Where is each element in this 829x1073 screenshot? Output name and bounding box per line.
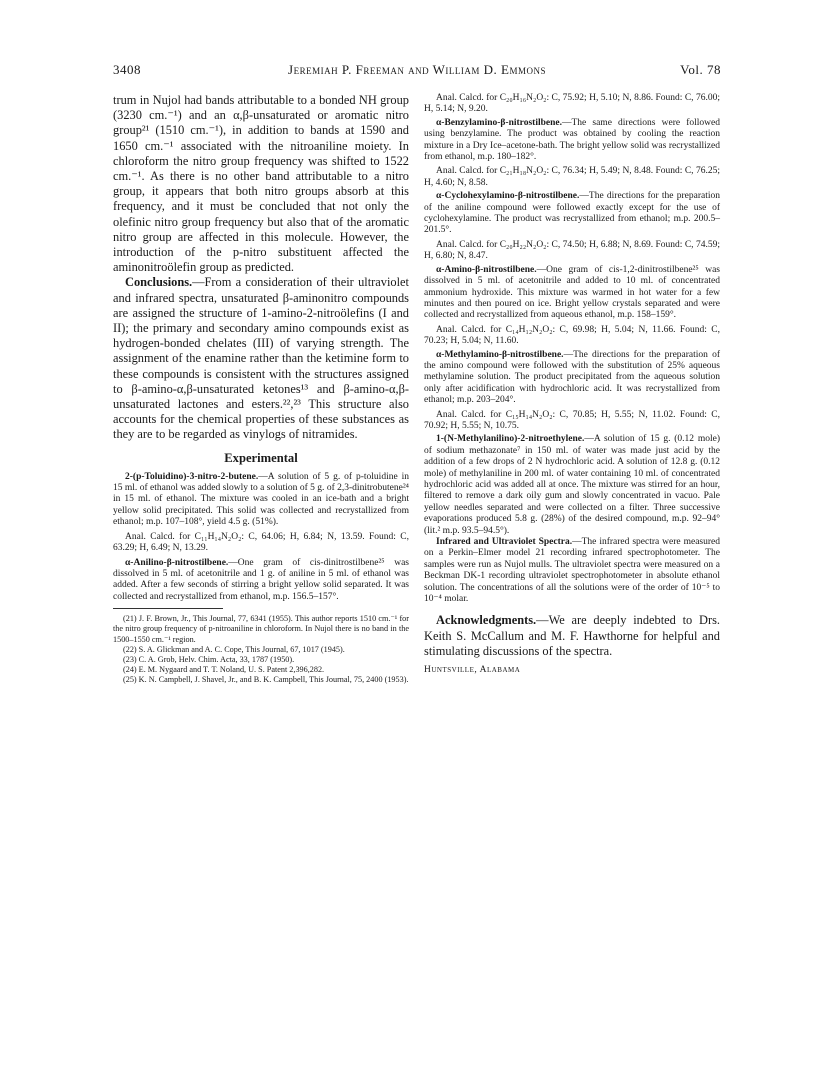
procedure-heading: α-Benzylamino-β-nitrostilbene. — [436, 117, 562, 128]
page-header — [113, 62, 721, 82]
footnote: (21) J. F. Brown, Jr., This Journal, 77, 6341 (1955). This author reports 1510 cm.⁻¹ for the nitro group frequency of p-nitroaniline in chloroform. In Nujol there is no band in the 1500–1550 cm.⁻¹ region. — [113, 614, 409, 644]
procedure-paragraph — [424, 350, 720, 407]
procedure-heading: α-Anilino-β-nitrostilbene. — [125, 557, 229, 568]
analysis-line: Anal. Calcd. for C₂₀H₁₆N₂O₂: C, 75.92; H, 5.10; N, 8.86. Found: C, 76.00; H, 5.14; N, 9.20. — [424, 93, 720, 115]
procedure-heading: 2-(p-Toluidino)-3-nitro-2-butene. — [125, 471, 259, 482]
footnote: (24) E. M. Nygaard and T. T. Noland, U. S. Patent 2,396,282. — [123, 665, 325, 675]
procedure-paragraph — [424, 265, 720, 322]
experimental-heading: Experimental — [224, 450, 298, 465]
procedure-text: —A solution of 5 g. of p-toluidine in 15 ml. of ethanol was added slowly to a solution of 5 g. of 2,3-dinitrobutene²⁴ in 15 ml. of ethanol. The mixture was cooled in an ice-bath and a bright yellow solid precipitated. This solid was collected and recrystallized from ethanol; m.p. 107–108°, yield 4.5 g. (51%). — [113, 471, 409, 528]
conclusions-text: —From a consideration of their ultraviolet and infrared spectra, unsaturated β-aminonitro compounds are assigned the structure of 1-amino-2-nitroölefins (I and II); the primary and secondary amino compounds exist as hydrogen-bonded chelates (III) of varying strength. The assignment of the enamine rather than the ketimine form to these compounds is consistent with the structures assigned to β-amino-α,β-unsaturated ketones¹³ and β-amino-α,β-unsaturated lactones and esters.²²,²³ This structure also accounts for the chemical properties of these substances as they are to be regarded as vinylogs of nitramides. — [113, 275, 409, 442]
analysis-line: Anal. Calcd. for C₁₅H₁₄N₂O₂: C, 70.85; H, 5.55; N, 11.02. Found: C, 70.92; H, 5.55; N, 10.75. — [424, 409, 720, 431]
footnote: (22) S. A. Glickman and A. C. Cope, This Journal, 67, 1017 (1945). — [123, 644, 345, 654]
analysis-line: Anal. Calcd. for C₁₁H₁₄N₂O₂: C, 64.06; H, 6.84; N, 13.59. Found: C, 63.29; H, 6.49; N, 13.29. — [113, 531, 409, 554]
volume-label: Vol. 78 — [680, 62, 721, 77]
body-paragraph: trum in Nujol had bands attributable to a bonded NH group (3230 cm.⁻¹) and an α,β-unsaturated or aromatic nitro group²¹ (1510 cm.⁻¹), in addition to bands at 1590 and 1650 cm.⁻¹ associated with the nitroaniline moiety. In chloroform the nitro group frequency was shifted to 1522 cm.⁻¹. As there is no other band attributable to a nitro group, it appears that both nitro groups absorb at this frequency, and it must be concluded that not only the olefinic nitro group frequency but also that of the aromatic nitro group are affected in this molecule. However, the introduction of the p-nitro substituent affected the aminonitroölefin group as predicted. — [113, 93, 409, 275]
procedure-text: —One gram of cis-dinitrostilbene²⁵ was dissolved in 5 ml. of acetonitrile and 1 g. of aniline in 5 ml. of ethanol was added. After a few seconds of stirring a bright yellow solid separated. It was collected and recrystallized from ethanol, m.p. 156.5–157°. — [113, 557, 409, 602]
procedure-heading: α-Amino-β-nitrostilbene. — [436, 264, 537, 275]
analysis-line: Anal. Calcd. for C₂₁H₁₈N₂O₂: C, 76.34; H, 5.49; N, 8.48. Found: C, 76.25; H, 4.60; N, 8.58. — [424, 166, 720, 188]
spectra-text: —The infrared spectra were measured on a Perkin–Elmer model 21 recording infrared spectrophotometer. The samples were run as Nujol mulls. The ultraviolet spectra were measured on a Beckman DK-1 recording ultraviolet spectrophotometer in absolute ethanol solution. The concentrations of all the solutions were of the order of 10⁻⁵ to 10⁻⁴ molar. — [424, 537, 720, 605]
procedure-text: —One gram of cis-1,2-dinitrostilbene²⁵ was dissolved in 5 ml. of acetonitrile and added to 10 ml. of concentrated ammonium hydroxide. This mixture was warmed in hot water for a few minutes and then poured on ice. Bright yellow crystals separated and were collected and recrystallized from aqueous ethanol, m.p. 158–159°. — [424, 264, 720, 321]
acknowledgments-text: —We are deeply indebted to Drs. Keith S. McCallum and M. F. Hawthorne for helpful and stimulating discussions of the spectra. — [424, 613, 720, 658]
procedure-text: —The directions for the preparation of the aniline compound were followed exactly except for the use of cyclohexylamine. The product was recrystallized from ethanol; m.p. 200.5–201.5°. — [424, 191, 720, 236]
running-title: Jeremiah P. Freeman and William D. Emmons — [288, 62, 546, 77]
analysis-line: Anal. Calcd. for C₂₀H₂₂N₂O₂: C, 74.50; H, 6.88; N, 8.69. Found: C, 74.59; H, 6.80; N, 8.47. — [424, 239, 720, 262]
procedure-heading: α-Cyclohexylamino-β-nitrostilbene. — [436, 191, 580, 202]
procedure-paragraph — [113, 472, 409, 529]
footnote: (25) K. N. Campbell, J. Shavel, Jr., and B. K. Campbell, This Journal, 75, 2400 (1953). — [123, 675, 409, 685]
acknowledgments-paragraph — [424, 613, 720, 659]
procedure-paragraph — [113, 558, 409, 604]
procedure-text: —A solution of 15 g. (0.12 mole) of sodium methazonate⁷ in 150 ml. of water was made just acid by the addition of a few drops of 2 N hydrochloric acid. A solution of 12.8 g. (0.12 mole) of methylaniline in 200 ml. of water containing 10 ml. of concentrated hydrochloric acid was added all at once. The mixture was stirred for an hour, filtered to remove a dark oily gum and slowly concentrated in vacuo. Pale yellow needles separated and were collected on a filter. Three successive evaporations produced 5.8 g. (28%) of the desired compound, m.p. 92–94° (lit.² m.p. 93.5–94.5°). — [424, 434, 720, 536]
footnote: (23) C. A. Grob, Helv. Chim. Acta, 33, 1787 (1950). — [123, 654, 295, 664]
conclusions-heading: Conclusions. — [125, 275, 193, 290]
analysis-line: Anal. Calcd. for C₁₄H₁₂N₂O₂: C, 69.98; H, 5.04; N, 11.66. Found: C, 70.23; H, 5.04; N, 11.60. — [424, 324, 720, 347]
right-column — [424, 93, 720, 675]
acknowledgments-heading: Acknowledgments. — [436, 613, 537, 628]
page-number: 3408 — [113, 62, 141, 77]
procedure-heading: 1-(N-Methylanilino)-2-nitroethylene. — [436, 434, 585, 445]
left-column — [113, 93, 409, 686]
author-location: Huntsville, Alabama — [424, 665, 521, 676]
procedure-heading: α-Methylamino-β-nitrostilbene. — [436, 349, 564, 360]
conclusions-paragraph — [113, 275, 409, 442]
procedure-paragraph — [424, 434, 720, 537]
procedure-text: —The same directions were followed using benzylamine. The product was obtained by cooling the reaction mixture in a Dry Ice–acetone-bath. The bright yellow solid was recrystallized from ethanol, m.p. 180–182°. — [424, 117, 720, 163]
procedure-text: —The directions for the preparation of the amino compound were followed with the substitution of 25% aqueous methylamine solution. The product precipitated from the aqueous solution only after acidification with hydrochloric acid. It was recrystallized from ethanol; m.p. 203–204°. — [424, 349, 720, 406]
procedure-paragraph — [424, 191, 720, 237]
footnote-rule — [113, 608, 223, 609]
spectra-heading: Infrared and Ultraviolet Spectra. — [436, 537, 573, 548]
procedure-paragraph — [424, 118, 720, 164]
spectra-paragraph — [424, 537, 720, 605]
